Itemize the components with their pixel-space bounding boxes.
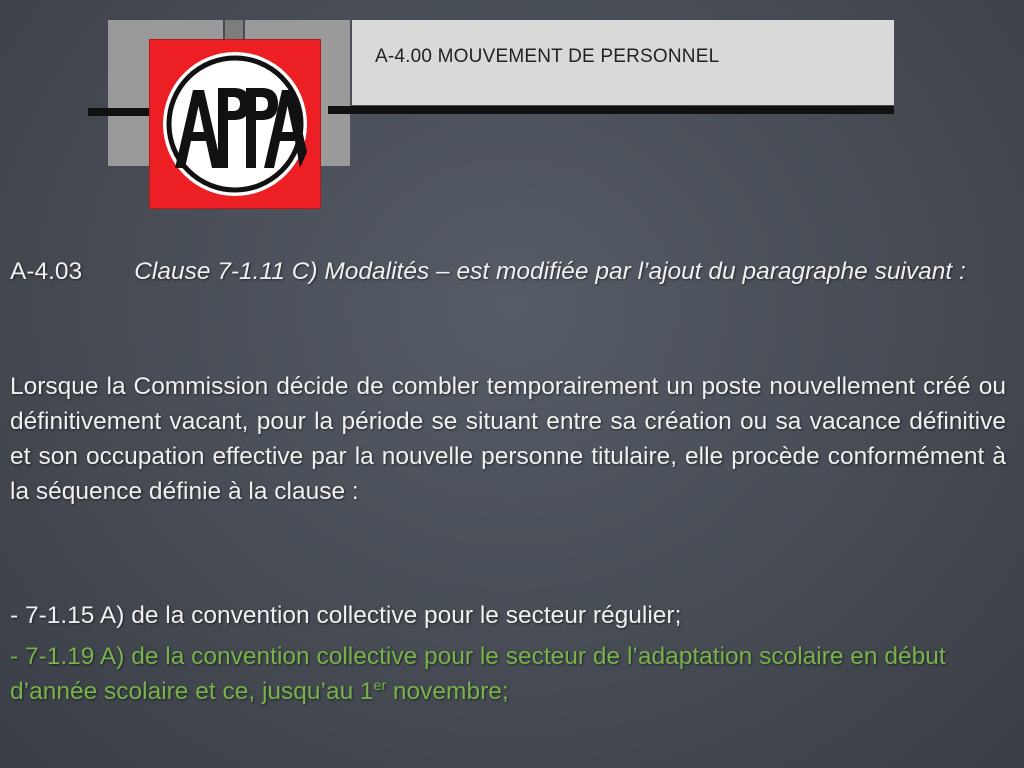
appa-logo-icon [150,40,320,208]
list-item-text: - 7-1.19 A) de la convention collective pour le secteur de l’adaptation scolaire en début d’année scolaire et ce, jusqu’au 1 [10,643,946,705]
section-code: A-4.03 [10,258,83,285]
superscript-er: er [373,677,387,693]
list-item-text-end: novembre; [386,678,509,705]
section-heading [10,254,1006,289]
slide-title-box [352,20,894,105]
decorative-rule [328,106,894,114]
decorative-rule [88,108,150,116]
list-item: - 7-1.15 A) de la convention collective pour le secteur régulier; [10,602,682,629]
appa-logo [150,40,320,208]
section-heading-text: Clause 7-1.11 C) Modalités – est modifiée par l’ajout du paragraphe suivant : [134,258,966,285]
body-paragraph: Lorsque la Commission décide de combler temporairement un poste nouvellement créé ou définitivement vacant, pour la période se situant entre sa création ou sa vacance définitive et son occupation effective par la nouvelle personne titulaire, elle procède conformément à la séquence définie à la clause : [10,373,1006,505]
slide-title: A-4.00 MOUVEMENT DE PERSONNEL [375,46,720,67]
list-item-highlighted [10,639,1006,709]
